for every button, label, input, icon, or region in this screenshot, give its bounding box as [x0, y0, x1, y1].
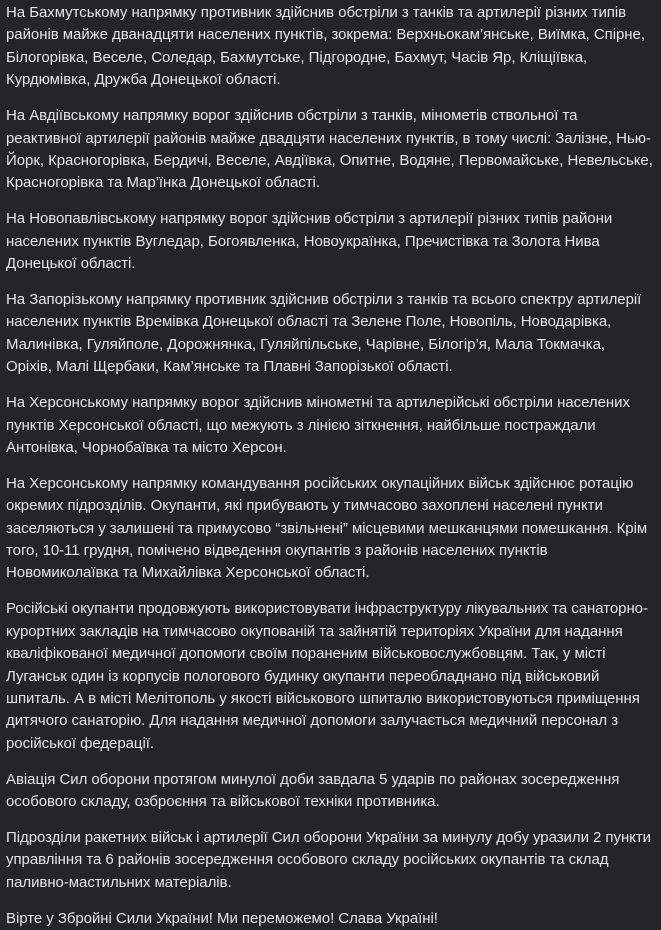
paragraph-artillery: Підрозділи ракетних військ і артилерії Сил оборони України за минулу добу уразили 2 пункти управління та 6 районів зосередження особового складу російських окупантів та склад паливно-мастильних матеріалів.	[6, 829, 652, 891]
paragraph-aviation: Авіація Сил оборони протягом минулої доби завдала 5 ударів по районах зосередження особового складу, озброєння та військової техніки противника.	[6, 770, 620, 811]
paragraph-bakhmut: На Бахмутському напрямку противник здійснив обстріли з танків та артилерії різних типів районів майже дванадцяти населених пунктів, зокрема: Верхньокам’янське, Виїмка, Спірне, Білогорівка, Веселе, Соледар, Бахмутське, Підгородне, Бахмут, Часів Яр, Кліщіївка, Курдюмівка, Дружба Донецької області.	[6, 4, 645, 89]
paragraph-kherson-rotation: На Херсонському напрямку командування російських окупаційних військ здійснює ротацію окремих підрозділів. Окупанти, які прибувають у тимчасово захоплені населені пункти заселяються у залишені та примусово “звільнені” місцевими мешканцями помешкання. Крім того, 10-11 грудня, помічено відведення окупантів з районів населених пунктів Новомиколаївка та Михайлівка Херсонської області.	[6, 474, 648, 582]
paragraph-zaporizhzhia: На Запорізькому напрямку противник здійснив обстріли з танків та всього спектру артилерії населених пунктів Времівка Донецької області та Зелене Поле, Новопіль, Новодарівка, Малинівка, Гуляйполе, Дорожнянка, Гуляйпільське, Чарівне, Білогір’я, Мала Токмачка, Оріхів, Малі Щербаки, Кам’янське та Плавні Запорізької області.	[6, 290, 642, 376]
paragraph-medical-facilities: Російські окупанти продовжують використовувати інфраструктуру лікувальних та санаторно-курортних закладів на тимчасово окупованій та зайнятій територіях України для надання кваліфікованої медичної допомоги своїм пораненим військовослужбовцям. Так, у місті Луганськ один із корпусів пологового будинку окупанти переобладнано під військовий шпиталь. А в місті Мелітополь у якості військового шпиталю використовуються приміщення дитячого санаторію. Для надання медичної допомоги залучається медичний персонал з російської федерації.	[6, 600, 648, 752]
paragraph-kherson-shelling: На Херсонському напрямку ворог здійснив мінометні та артилерійські обстріли населених пунктів Херсонської області, що межують з лінією зіткнення, найбільше постраждали Антонівка, Чорнобаївка та місто Херсон.	[6, 394, 630, 456]
paragraph-avdiivka: На Авдіївському напрямку ворог здійснив обстріли з танків, мінометів ствольної та реактивної артилерії районів майже двадцяти населених пунктів, в тому числі: Залізне, Нью-Йорк, Красногорівка, Бердичі, Веселе, Авдіївка, Опитне, Водяне, Первомайське, Невельське, Красногорівка та Мар’їнка Донецької області.	[6, 107, 653, 192]
paragraph-novopavlivka: На Новопавлівському напрямку ворог здійснив обстріли з артилерії різних типів райони населених пунктів Вугледар, Богоявленка, Новоукраїнка, Пречистівка та Золота Нива Донецької області.	[6, 210, 613, 273]
paragraph-closing: Вірте у Збройні Сили України! Ми переможемо! Слава Україні!	[6, 909, 438, 927]
